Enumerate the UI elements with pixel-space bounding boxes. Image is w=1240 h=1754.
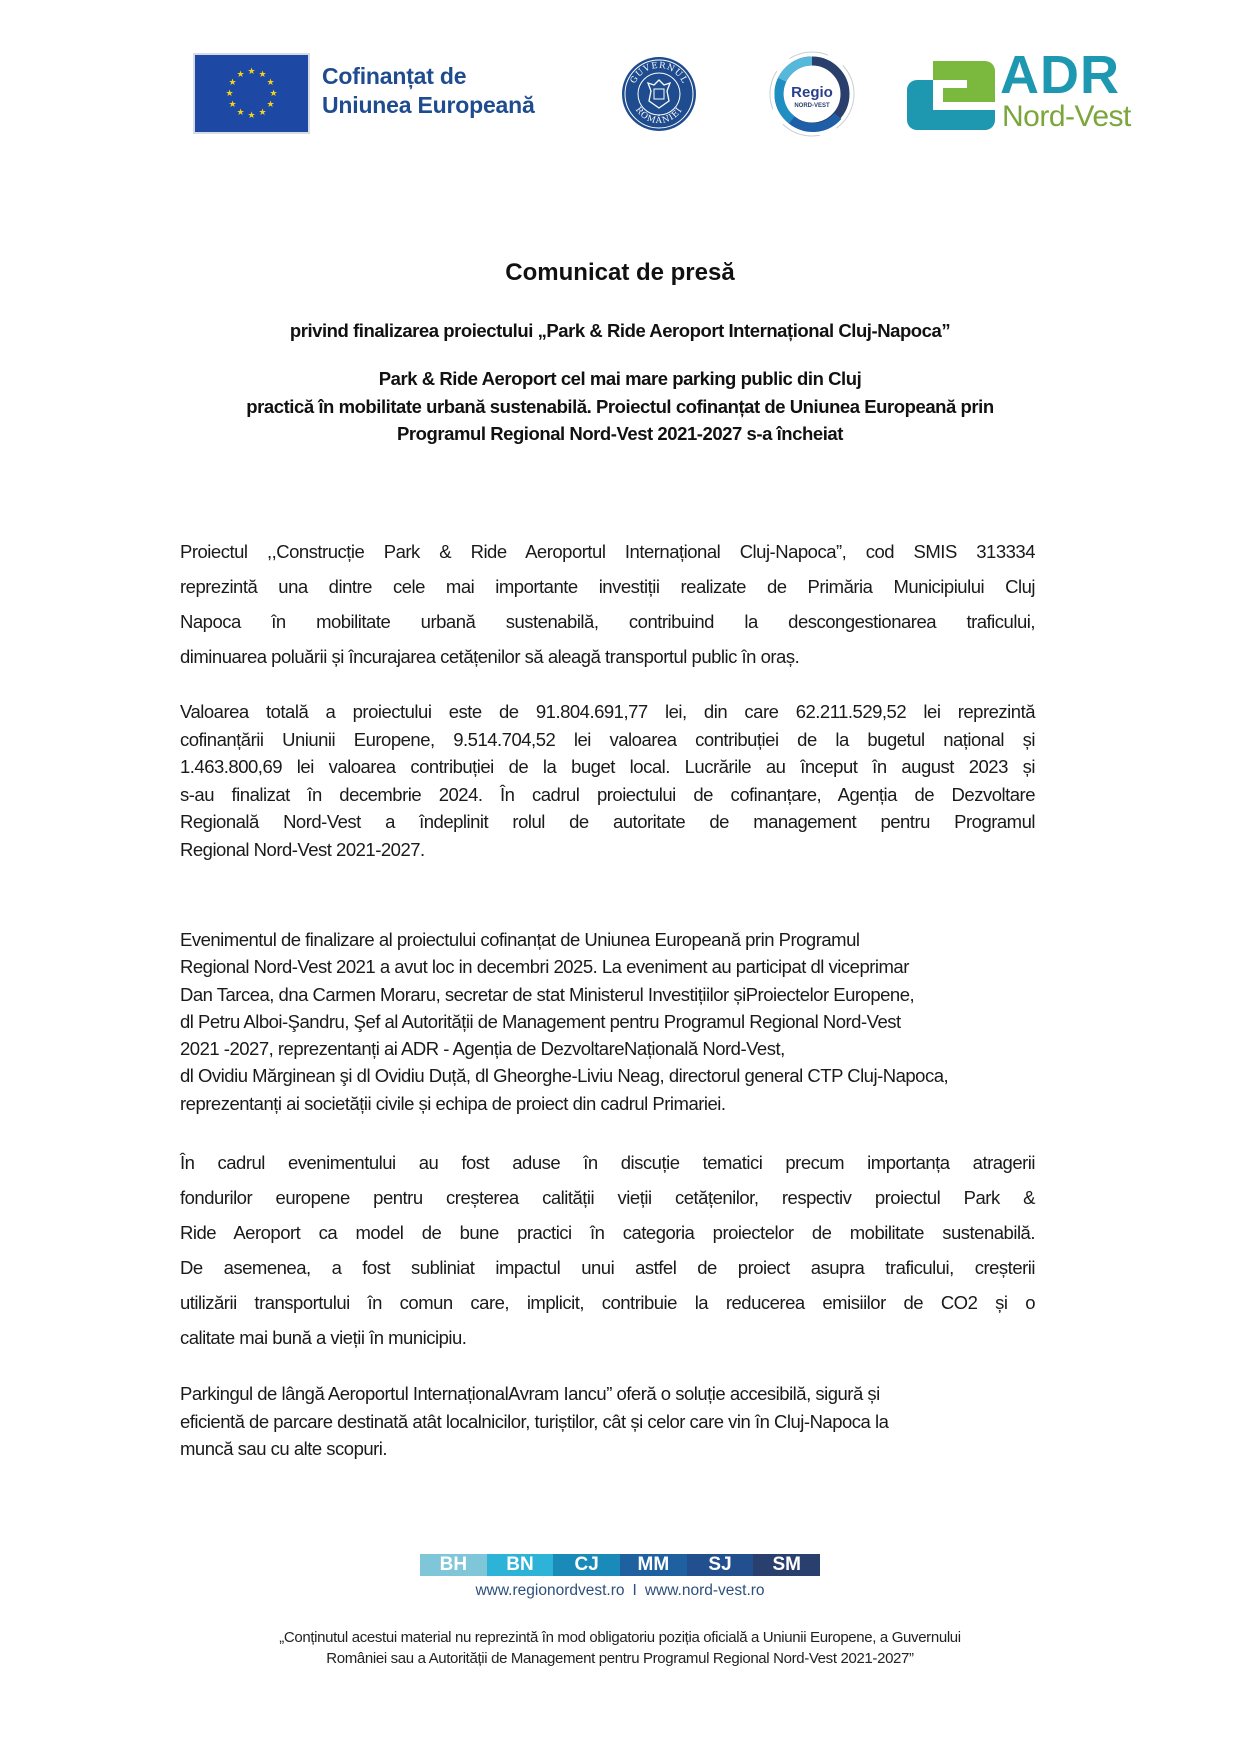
svg-text:★: ★ xyxy=(269,89,278,99)
text-line: Regională Nord-Vest a îndeplinit rolul de autoritate de management pentru Programul xyxy=(180,811,1035,832)
text-line: dl Ovidiu Mărginean şi dl Ovidiu Duță, dl Gheorghe-Liviu Neag, directorul general CTP Cluj-Napoca, xyxy=(180,1065,949,1087)
paragraph-event-participants xyxy=(180,926,1035,1117)
county-mm: MM xyxy=(620,1554,687,1576)
text-line: De asemenea, a fost subliniat impactul unui astfel de proiect asupra traficului, creșterii xyxy=(180,1257,1035,1278)
paragraph-parking-description xyxy=(180,1380,1035,1463)
county-bn: BN xyxy=(487,1554,554,1576)
disclaimer-line: „Conținutul acestui material nu reprezintă în mod obligatoriu poziția oficială a Uniunii Europene, a Guvernului xyxy=(279,1629,961,1646)
disclaimer-line: României sau a Autorității de Management pentru Programul Regional Nord-Vest 2021-2027” xyxy=(326,1650,914,1667)
county-cj: CJ xyxy=(553,1554,620,1576)
text-line: cofinanțării Uniunii Europene, 9.514.704,52 lei valoarea contribuției de la bugetul național și xyxy=(180,728,1035,750)
text-line: reprezintă una dintre cele mai importante investiții realizate de Primăria Municipiului Cluj xyxy=(180,576,1035,597)
county-bh: BH xyxy=(420,1554,487,1576)
svg-text:GUVERNUL: GUVERNUL xyxy=(628,60,690,86)
headline-line: practică în mobilitate urbană sustenabilă. Proiectul cofinanțat de Uniunea Europeană prin xyxy=(246,395,994,417)
text-line: s-au finalizat în decembrie 2024. În cadrul proiectului de cofinanțare, Agenția de Dezvoltare xyxy=(180,783,1035,805)
svg-text:★: ★ xyxy=(228,78,237,88)
headline-block xyxy=(150,365,1090,448)
text-line: 2021 -2027, reprezentanți ai ADR - Agenția de DezvoltareNațională Nord-Vest, xyxy=(180,1038,785,1060)
eu-label-line2: Uniunea Europeană xyxy=(322,92,535,118)
text-line: 1.463.800,69 lei valoarea contribuției de la buget local. Lucrările au început în august 2023 și xyxy=(180,756,1035,777)
svg-text:★: ★ xyxy=(225,89,234,99)
headline-line: Programul Regional Nord-Vest 2021-2027 s-a încheiat xyxy=(397,423,843,444)
adr-symbol-icon xyxy=(905,58,997,132)
svg-text:NORD-VEST: NORD-VEST xyxy=(794,103,830,109)
text-line: În cadrul evenimentului au fost aduse în discuție tematici precum importanța atragerii xyxy=(180,1152,1035,1173)
adr-wordmark: ADR xyxy=(1000,45,1120,105)
disclaimer xyxy=(0,1627,1240,1669)
guvernul-romaniei-seal-icon xyxy=(620,55,698,133)
text-line: Parkingul de lângă Aeroportul InternaționalAvram Iancu” oferă o soluție accesibilă, sigură și xyxy=(180,1383,880,1404)
url-separator: I xyxy=(632,1582,637,1599)
svg-text:★: ★ xyxy=(247,111,256,121)
text-line: muncă sau cu alte scopuri. xyxy=(180,1438,388,1459)
text-line: Ride Aeroport ca model de bune practici în categoria proiectelor de mobilitate sustenabilă. xyxy=(180,1222,1035,1243)
text-line: calitate mai bună a vieții în municipiu. xyxy=(180,1327,467,1348)
eu-flag-icon xyxy=(195,55,308,132)
link-regionordvest[interactable]: www.regionordvest.ro xyxy=(475,1582,625,1599)
svg-text:★: ★ xyxy=(247,67,256,77)
text-line: Dan Tarcea, dna Carmen Moraru, secretar de stat Ministerul Investițiilor șiProiectelor Europene, xyxy=(180,983,915,1005)
text-line: Regional Nord-Vest 2021-2027. xyxy=(180,838,425,860)
county-sm: SM xyxy=(753,1554,820,1576)
svg-text:★: ★ xyxy=(258,70,267,80)
svg-text:★: ★ xyxy=(258,108,267,118)
adr-nord-vest-label: Nord-Vest xyxy=(1002,100,1131,133)
text-line: reprezentanți ai societății civile și echipa de proiect din cadrul Primariei. xyxy=(180,1092,726,1114)
eu-label-line1: Cofinanțat de xyxy=(322,63,467,89)
regio-nord-vest-logo xyxy=(768,50,856,138)
text-line: utilizării transportului în comun care, implicit, contribuie la reducerea emisiilor de CO2 și o xyxy=(180,1292,1035,1313)
text-line: fondurilor europene pentru creșterea calității vieții cetățenilor, respectiv proiectul Park & xyxy=(180,1187,1035,1208)
paragraph-project-intro xyxy=(180,534,1035,674)
county-codes-bar xyxy=(420,1554,820,1576)
svg-text:Regio: Regio xyxy=(791,84,833,101)
text-line: Regional Nord-Vest 2021 a avut loc in decembri 2025. La eveniment au participat dl viceprimar xyxy=(180,956,909,978)
paragraph-project-value xyxy=(180,698,1035,863)
text-line: diminuarea poluării și încurajarea cetățenilor să aleagă transportul public în oraș. xyxy=(180,646,800,667)
text-line: Valoarea totală a proiectului este de 91.804.691,77 lei, din care 62.211.529,52 lei reprezintă xyxy=(180,701,1035,722)
link-nord-vest[interactable]: www.nord-vest.ro xyxy=(644,1582,765,1599)
footer-urls xyxy=(0,1581,1240,1601)
page-subtitle: privind finalizarea proiectului „Park & Ride Aeroport Internațional Cluj-Napoca” xyxy=(289,320,951,341)
text-line: Proiectul ,,Construcție Park & Ride Aeroportul Internațional Cluj-Napoca”, cod SMIS 313334 xyxy=(180,541,1035,562)
county-sj: SJ xyxy=(687,1554,754,1576)
svg-text:ROMÂNIEI: ROMÂNIEI xyxy=(632,105,685,127)
eu-cofinanced-label xyxy=(322,62,535,120)
paragraph-event-topics xyxy=(180,1145,1035,1355)
svg-text:★: ★ xyxy=(236,70,245,80)
text-line: Evenimentul de finalizare al proiectului cofinanțat de Uniunea Europeană prin Programul xyxy=(180,929,860,950)
svg-text:★: ★ xyxy=(236,108,245,118)
svg-text:★: ★ xyxy=(228,100,237,110)
text-line: Napoca în mobilitate urbană sustenabilă, contribuind la descongestionarea traficului, xyxy=(180,611,1035,632)
svg-text:★: ★ xyxy=(266,78,275,88)
headline-line: Park & Ride Aeroport cel mai mare parking public din Cluj xyxy=(378,368,862,389)
text-line: eficientă de parcare destinată atât localnicilor, turiștilor, cât și celor care vin în Cluj-Napoca la xyxy=(180,1410,889,1432)
svg-text:★: ★ xyxy=(266,100,275,110)
page-title: Comunicat de presă xyxy=(505,259,735,286)
text-line: dl Petru Alboi-Şandru, Şef al Autorității de Management pentru Programul Regional Nord-Vest xyxy=(180,1010,901,1032)
